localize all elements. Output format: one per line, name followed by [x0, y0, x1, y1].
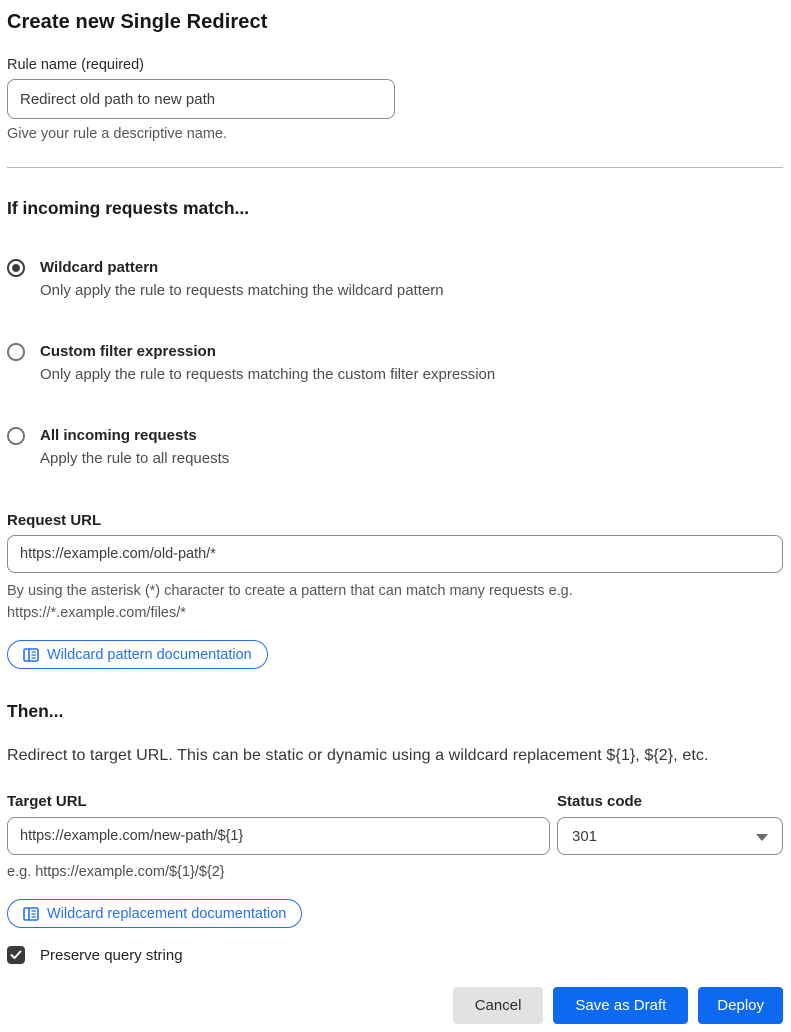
- target-row: [7, 770, 783, 882]
- request-url-helper-line1: By using the asterisk (*) character to create a pattern that can match many requests e.g.: [7, 583, 573, 599]
- status-code-column: [557, 770, 783, 882]
- target-url-input[interactable]: [7, 817, 550, 855]
- section-divider: [7, 167, 783, 168]
- book-icon: [23, 648, 39, 662]
- deploy-button[interactable]: Deploy: [698, 987, 783, 1024]
- target-url-column: [7, 770, 550, 882]
- radio-label: All incoming requests: [40, 427, 197, 444]
- target-url-label: Target URL: [7, 793, 87, 810]
- radio-unselected-icon[interactable]: [7, 427, 25, 445]
- radio-selected-icon[interactable]: [7, 259, 25, 277]
- radio-description: Apply the rule to all requests: [40, 450, 230, 467]
- preserve-query-checkbox-row[interactable]: [7, 946, 783, 964]
- match-type-radio-group: [7, 257, 783, 470]
- wildcard-replacement-docs-button[interactable]: [7, 899, 302, 928]
- radio-label: Custom filter expression: [40, 343, 216, 360]
- wildcard-pattern-docs-label: Wildcard pattern documentation: [47, 646, 252, 663]
- then-description: Redirect to target URL. This can be static or dynamic using a wildcard replacement ${1}, ${2}, etc.: [7, 747, 709, 764]
- footer-actions: [7, 987, 783, 1024]
- chevron-down-icon: [756, 834, 768, 841]
- radio-label: Wildcard pattern: [40, 259, 159, 276]
- radio-option-wildcard-pattern[interactable]: [7, 257, 783, 302]
- status-code-value: 301: [572, 827, 598, 845]
- status-code-label: Status code: [557, 793, 643, 810]
- radio-option-all-requests[interactable]: [7, 425, 783, 470]
- target-url-helper: e.g. https://example.com/${1}/${2}: [7, 864, 225, 880]
- book-icon: [23, 907, 39, 921]
- match-section-heading: If incoming requests match...: [7, 198, 250, 218]
- wildcard-pattern-docs-button[interactable]: [7, 640, 268, 669]
- radio-description: Only apply the rule to requests matching the custom filter expression: [40, 366, 496, 383]
- request-url-input[interactable]: [7, 535, 783, 573]
- radio-description: Only apply the rule to requests matching the wildcard pattern: [40, 282, 444, 299]
- checkbox-checked-icon[interactable]: [7, 946, 25, 964]
- request-url-label: Request URL: [7, 512, 102, 529]
- page-title: Create new Single Redirect: [7, 11, 268, 33]
- rule-name-input[interactable]: [7, 79, 395, 119]
- cancel-button[interactable]: Cancel: [453, 987, 544, 1024]
- rule-name-helper: Give your rule a descriptive name.: [7, 126, 228, 142]
- rule-name-label: Rule name (required): [7, 57, 145, 73]
- save-as-draft-button[interactable]: Save as Draft: [553, 987, 688, 1024]
- status-code-select[interactable]: [557, 817, 783, 855]
- wildcard-replacement-docs-label: Wildcard replacement documentation: [47, 905, 287, 922]
- radio-option-custom-filter[interactable]: [7, 341, 783, 386]
- request-url-helper-line2: https://*.example.com/files/*: [7, 605, 186, 621]
- then-section-heading: Then...: [7, 701, 64, 721]
- preserve-query-label: Preserve query string: [40, 946, 183, 964]
- radio-unselected-icon[interactable]: [7, 343, 25, 361]
